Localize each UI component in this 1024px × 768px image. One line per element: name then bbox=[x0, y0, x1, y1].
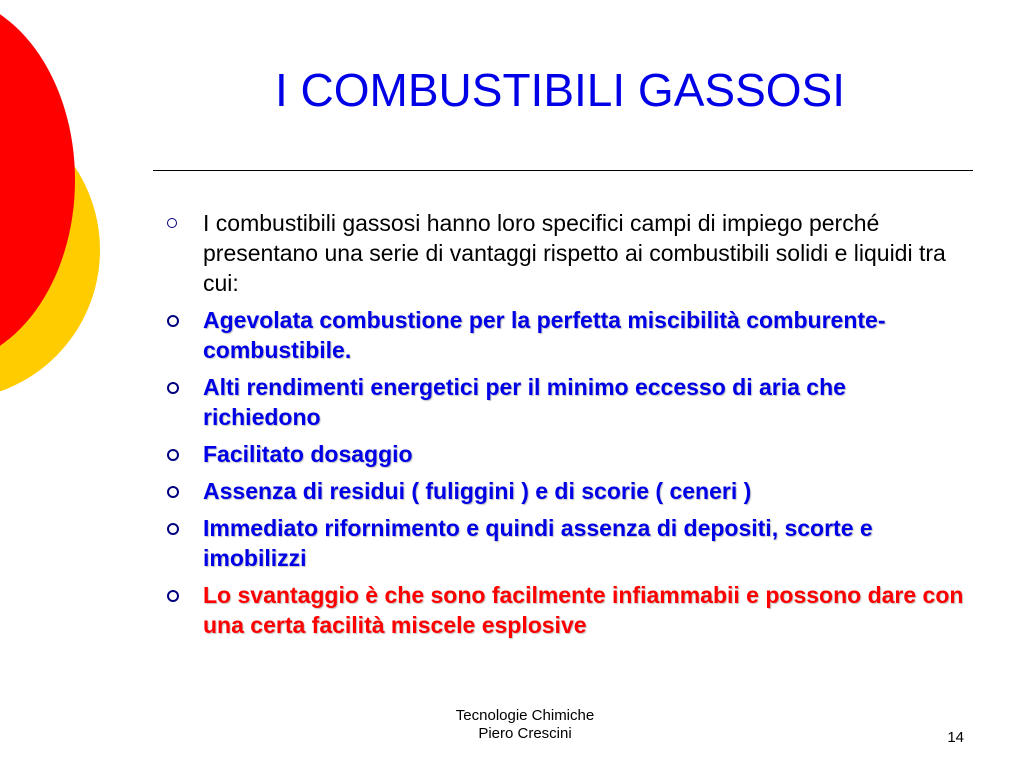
bullet-list bbox=[165, 208, 965, 647]
bullet-text: Lo svantaggio è che sono facilmente infiammabii e possono dare con una certa facilità miscele esplosive bbox=[203, 582, 964, 638]
bullet-item bbox=[165, 580, 965, 640]
hollow-circle-bullet-icon bbox=[165, 208, 203, 238]
bullet-text: Assenza di residui ( fuliggini ) e di scorie ( ceneri ) bbox=[203, 478, 752, 504]
hollow-circle-bullet-icon bbox=[165, 372, 203, 402]
bullet-item bbox=[165, 208, 965, 298]
bullet-text: Immediato rifornimento e quindi assenza di depositi, scorte e imobilizzi bbox=[203, 515, 873, 571]
bullet-item bbox=[165, 476, 965, 506]
hollow-circle-bullet-icon bbox=[165, 513, 203, 543]
bullet-text: Facilitato dosaggio bbox=[203, 441, 413, 467]
slide-title: I COMBUSTIBILI GASSOSI bbox=[274, 64, 845, 116]
footer-author: Piero Crescini bbox=[478, 725, 572, 742]
hollow-circle-bullet-icon bbox=[165, 580, 203, 610]
bullet-item bbox=[165, 305, 965, 365]
bullet-item bbox=[165, 372, 965, 432]
bullet-text: Agevolata combustione per la perfetta miscibilità comburente-combustibile. bbox=[203, 307, 886, 363]
bullet-text: Alti rendimenti energetici per il minimo eccesso di aria che richiedono bbox=[203, 374, 846, 430]
hollow-circle-bullet-icon bbox=[165, 439, 203, 469]
bullet-item bbox=[165, 439, 965, 469]
bullet-text: I combustibili gassosi hanno loro specifici campi di impiego perché presentano una serie di vantaggi rispetto ai combustibili solidi e liquidi tra cui: bbox=[203, 210, 946, 296]
page-number: 14 bbox=[947, 729, 964, 746]
hollow-circle-bullet-icon bbox=[165, 476, 203, 506]
footer-course: Tecnologie Chimiche bbox=[455, 707, 595, 724]
slide-footer bbox=[370, 707, 680, 743]
bullet-item bbox=[165, 513, 965, 573]
hollow-circle-bullet-icon bbox=[165, 305, 203, 335]
title-divider bbox=[153, 170, 973, 171]
